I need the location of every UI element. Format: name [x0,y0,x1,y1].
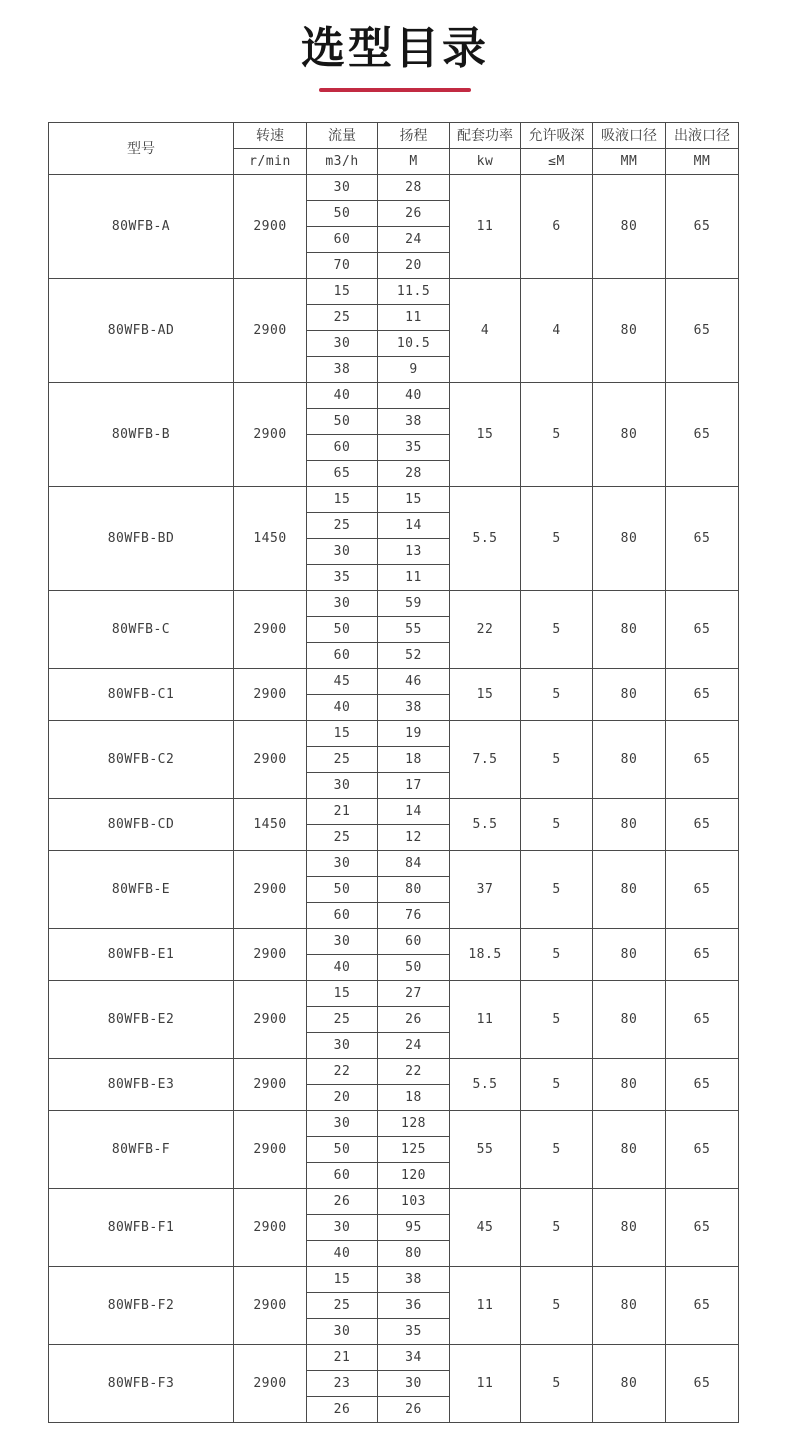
table-row [49,1344,739,1370]
head-cell: 80 [378,1240,450,1266]
inlet-cell: 80 [593,668,666,720]
flow-cell: 40 [307,1240,378,1266]
outlet-cell: 65 [666,1188,739,1266]
head-cell: 38 [378,694,450,720]
table-row [49,382,739,408]
power-cell: 7.5 [450,720,521,798]
suction-cell: 5 [521,668,593,720]
unit-power: kw [450,148,521,174]
inlet-cell: 80 [593,1266,666,1344]
flow-cell: 30 [307,772,378,798]
head-cell: 22 [378,1058,450,1084]
head-cell: 11 [378,304,450,330]
power-cell: 5.5 [450,1058,521,1110]
flow-cell: 15 [307,980,378,1006]
flow-cell: 15 [307,720,378,746]
head-cell: 12 [378,824,450,850]
model-cell: 80WFB-CD [49,798,234,850]
inlet-cell: 80 [593,174,666,278]
inlet-cell: 80 [593,1058,666,1110]
model-cell: 80WFB-F [49,1110,234,1188]
power-cell: 11 [450,980,521,1058]
speed-cell: 2900 [234,668,307,720]
inlet-cell: 80 [593,850,666,928]
outlet-cell: 65 [666,590,739,668]
head-cell: 35 [378,434,450,460]
model-cell: 80WFB-C2 [49,720,234,798]
flow-cell: 23 [307,1370,378,1396]
suction-cell: 5 [521,1266,593,1344]
head-cell: 30 [378,1370,450,1396]
flow-cell: 25 [307,304,378,330]
col-header-outlet: 出液口径 [666,122,739,148]
suction-cell: 5 [521,798,593,850]
inlet-cell: 80 [593,382,666,486]
outlet-cell: 65 [666,1110,739,1188]
model-cell: 80WFB-E3 [49,1058,234,1110]
col-header-model: 型号 [49,122,234,174]
head-cell: 17 [378,772,450,798]
outlet-cell: 65 [666,382,739,486]
table-row [49,1058,739,1084]
col-header-speed: 转速 [234,122,307,148]
flow-cell: 30 [307,850,378,876]
head-cell: 84 [378,850,450,876]
head-cell: 18 [378,1084,450,1110]
flow-cell: 40 [307,382,378,408]
suction-cell: 5 [521,1110,593,1188]
flow-cell: 50 [307,200,378,226]
head-cell: 11 [378,564,450,590]
flow-cell: 20 [307,1084,378,1110]
outlet-cell: 65 [666,1058,739,1110]
suction-cell: 6 [521,174,593,278]
head-cell: 35 [378,1318,450,1344]
model-cell: 80WFB-C1 [49,668,234,720]
speed-cell: 2900 [234,1188,307,1266]
flow-cell: 50 [307,1136,378,1162]
flow-cell: 30 [307,1110,378,1136]
head-cell: 76 [378,902,450,928]
inlet-cell: 80 [593,928,666,980]
speed-cell: 2900 [234,720,307,798]
power-cell: 11 [450,174,521,278]
outlet-cell: 65 [666,928,739,980]
flow-cell: 38 [307,356,378,382]
inlet-cell: 80 [593,590,666,668]
head-cell: 38 [378,408,450,434]
flow-cell: 30 [307,928,378,954]
selection-table [48,122,739,1423]
head-cell: 14 [378,512,450,538]
power-cell: 5.5 [450,798,521,850]
head-cell: 40 [378,382,450,408]
table-row [49,928,739,954]
suction-cell: 5 [521,382,593,486]
flow-cell: 50 [307,616,378,642]
power-cell: 45 [450,1188,521,1266]
col-header-inlet: 吸液口径 [593,122,666,148]
model-cell: 80WFB-AD [49,278,234,382]
speed-cell: 2900 [234,1266,307,1344]
suction-cell: 4 [521,278,593,382]
power-cell: 18.5 [450,928,521,980]
table-row [49,720,739,746]
flow-cell: 40 [307,694,378,720]
head-cell: 18 [378,746,450,772]
table-row [49,1110,739,1136]
suction-cell: 5 [521,980,593,1058]
flow-cell: 30 [307,538,378,564]
table-row [49,668,739,694]
speed-cell: 2900 [234,980,307,1058]
flow-cell: 21 [307,1344,378,1370]
flow-cell: 60 [307,434,378,460]
selection-table-body [49,174,739,1422]
head-cell: 27 [378,980,450,1006]
table-row [49,1188,739,1214]
head-cell: 26 [378,1006,450,1032]
head-cell: 24 [378,1032,450,1058]
flow-cell: 50 [307,876,378,902]
speed-cell: 2900 [234,1344,307,1422]
table-row [49,850,739,876]
flow-cell: 60 [307,642,378,668]
flow-cell: 26 [307,1188,378,1214]
model-cell: 80WFB-E2 [49,980,234,1058]
inlet-cell: 80 [593,486,666,590]
model-cell: 80WFB-B [49,382,234,486]
suction-cell: 5 [521,850,593,928]
model-cell: 80WFB-F2 [49,1266,234,1344]
head-cell: 36 [378,1292,450,1318]
title-block [0,0,790,92]
head-cell: 11.5 [378,278,450,304]
outlet-cell: 65 [666,798,739,850]
head-cell: 125 [378,1136,450,1162]
suction-cell: 5 [521,720,593,798]
model-cell: 80WFB-F3 [49,1344,234,1422]
model-cell: 80WFB-F1 [49,1188,234,1266]
outlet-cell: 65 [666,668,739,720]
head-cell: 24 [378,226,450,252]
flow-cell: 22 [307,1058,378,1084]
flow-cell: 30 [307,1318,378,1344]
col-header-flow: 流量 [307,122,378,148]
flow-cell: 25 [307,512,378,538]
flow-cell: 45 [307,668,378,694]
flow-cell: 35 [307,564,378,590]
head-cell: 128 [378,1110,450,1136]
flow-cell: 21 [307,798,378,824]
col-header-power: 配套功率 [450,122,521,148]
unit-flow: m3/h [307,148,378,174]
table-row [49,174,739,200]
outlet-cell: 65 [666,486,739,590]
inlet-cell: 80 [593,1188,666,1266]
flow-cell: 30 [307,174,378,200]
outlet-cell: 65 [666,980,739,1058]
model-cell: 80WFB-BD [49,486,234,590]
speed-cell: 2900 [234,928,307,980]
flow-cell: 15 [307,1266,378,1292]
outlet-cell: 65 [666,850,739,928]
table-row [49,486,739,512]
power-cell: 22 [450,590,521,668]
table-row [49,590,739,616]
model-cell: 80WFB-C [49,590,234,668]
head-cell: 95 [378,1214,450,1240]
flow-cell: 25 [307,746,378,772]
speed-cell: 2900 [234,382,307,486]
head-cell: 120 [378,1162,450,1188]
flow-cell: 40 [307,954,378,980]
power-cell: 15 [450,382,521,486]
outlet-cell: 65 [666,278,739,382]
table-row [49,278,739,304]
table-row [49,1266,739,1292]
head-cell: 26 [378,1396,450,1422]
head-cell: 103 [378,1188,450,1214]
outlet-cell: 65 [666,174,739,278]
suction-cell: 5 [521,928,593,980]
unit-inlet: MM [593,148,666,174]
speed-cell: 2900 [234,1058,307,1110]
suction-cell: 5 [521,486,593,590]
unit-head: M [378,148,450,174]
header-row-labels [49,122,739,148]
inlet-cell: 80 [593,1344,666,1422]
power-cell: 5.5 [450,486,521,590]
head-cell: 60 [378,928,450,954]
head-cell: 34 [378,1344,450,1370]
flow-cell: 60 [307,226,378,252]
head-cell: 9 [378,356,450,382]
power-cell: 37 [450,850,521,928]
unit-outlet: MM [666,148,739,174]
table-row [49,798,739,824]
head-cell: 19 [378,720,450,746]
speed-cell: 2900 [234,174,307,278]
head-cell: 50 [378,954,450,980]
flow-cell: 60 [307,902,378,928]
power-cell: 11 [450,1344,521,1422]
table-row [49,980,739,1006]
page-title: 选型目录 [301,24,489,73]
flow-cell: 30 [307,1032,378,1058]
speed-cell: 1450 [234,798,307,850]
model-cell: 80WFB-E1 [49,928,234,980]
head-cell: 15 [378,486,450,512]
unit-suction: ≤M [521,148,593,174]
head-cell: 14 [378,798,450,824]
head-cell: 10.5 [378,330,450,356]
speed-cell: 2900 [234,850,307,928]
speed-cell: 2900 [234,278,307,382]
flow-cell: 25 [307,1006,378,1032]
suction-cell: 5 [521,1188,593,1266]
inlet-cell: 80 [593,980,666,1058]
head-cell: 13 [378,538,450,564]
suction-cell: 5 [521,1058,593,1110]
flow-cell: 15 [307,278,378,304]
head-cell: 28 [378,460,450,486]
head-cell: 59 [378,590,450,616]
power-cell: 55 [450,1110,521,1188]
flow-cell: 30 [307,1214,378,1240]
head-cell: 28 [378,174,450,200]
outlet-cell: 65 [666,1266,739,1344]
flow-cell: 30 [307,590,378,616]
flow-cell: 65 [307,460,378,486]
inlet-cell: 80 [593,720,666,798]
head-cell: 55 [378,616,450,642]
inlet-cell: 80 [593,278,666,382]
power-cell: 11 [450,1266,521,1344]
speed-cell: 2900 [234,1110,307,1188]
head-cell: 20 [378,252,450,278]
flow-cell: 15 [307,486,378,512]
head-cell: 46 [378,668,450,694]
flow-cell: 70 [307,252,378,278]
inlet-cell: 80 [593,1110,666,1188]
model-cell: 80WFB-A [49,174,234,278]
unit-speed: r/min [234,148,307,174]
model-cell: 80WFB-E [49,850,234,928]
title-underline-accent [319,88,471,92]
suction-cell: 5 [521,1344,593,1422]
flow-cell: 26 [307,1396,378,1422]
inlet-cell: 80 [593,798,666,850]
flow-cell: 60 [307,1162,378,1188]
power-cell: 15 [450,668,521,720]
outlet-cell: 65 [666,720,739,798]
flow-cell: 25 [307,824,378,850]
flow-cell: 30 [307,330,378,356]
head-cell: 38 [378,1266,450,1292]
head-cell: 26 [378,200,450,226]
flow-cell: 50 [307,408,378,434]
speed-cell: 2900 [234,590,307,668]
head-cell: 52 [378,642,450,668]
flow-cell: 25 [307,1292,378,1318]
suction-cell: 5 [521,590,593,668]
speed-cell: 1450 [234,486,307,590]
col-header-head: 扬程 [378,122,450,148]
power-cell: 4 [450,278,521,382]
head-cell: 80 [378,876,450,902]
outlet-cell: 65 [666,1344,739,1422]
col-header-suction: 允许吸深 [521,122,593,148]
